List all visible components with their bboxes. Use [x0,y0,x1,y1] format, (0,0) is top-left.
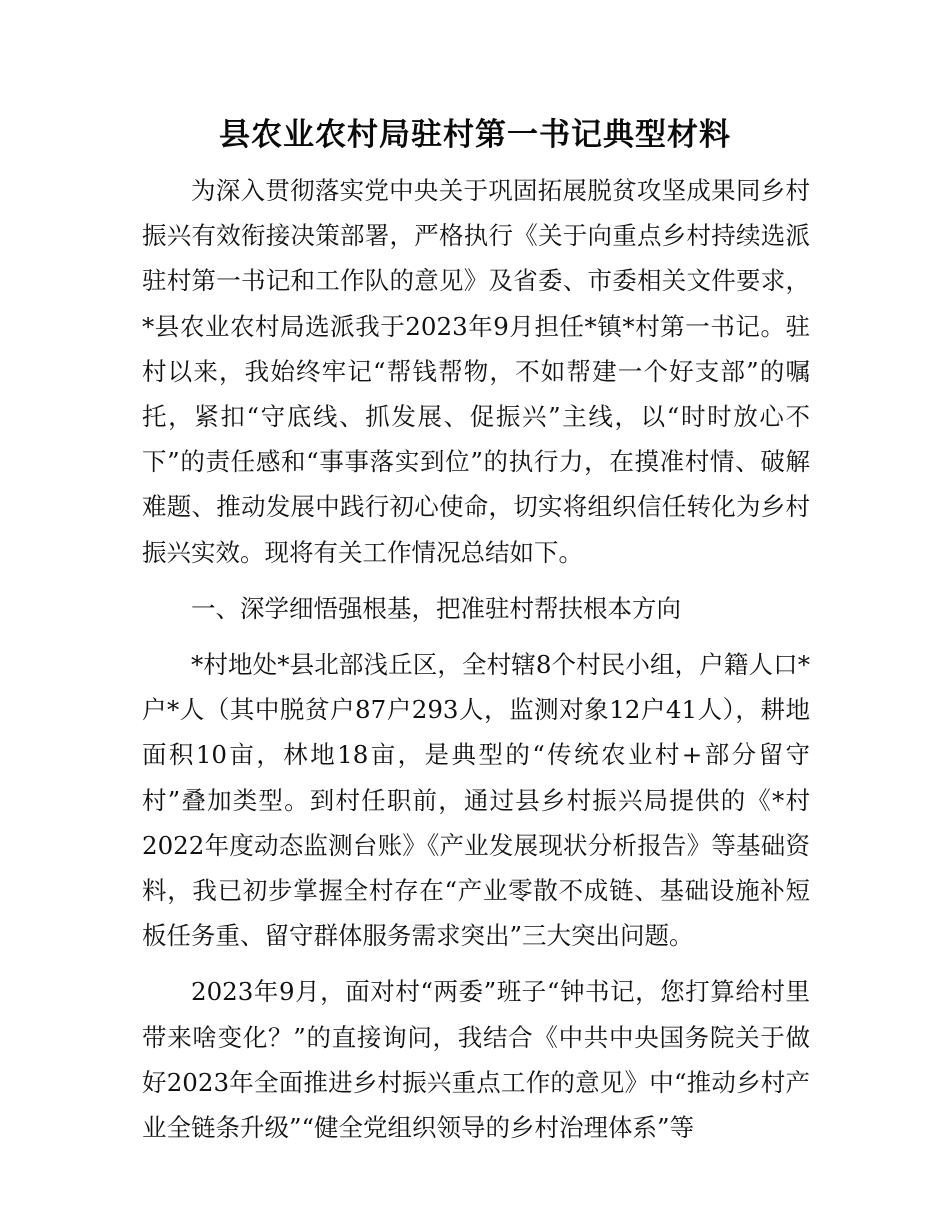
document-body [142,168,810,1150]
section1-paragraph-1: *村地处*县北部浅丘区，全村辖8个村民小组，户籍人口*户*人（其中脱贫户87户293人，监测对象12户41人），耕地面积10亩，林地18亩，是典型的“传统农业村+部分留守村”叠加类型。到村任职前，通过县乡村振兴局提供的《*村2022年度动态监测台账》《产业发展现状分析报告》等基础资料，我已初步掌握全村存在“产业零散不成链、基础设施补短板任务重、留守群体服务需求突出”三大突出问题。 [142,650,810,951]
intro-paragraph: 为深入贯彻落实党中央关于巩固拓展脱贫攻坚成果同乡村振兴有效衔接决策部署，严格执行《关于向重点乡村持续选派驻村第一书记和工作队的意见》及省委、市委相关文件要求，*县农业农村局选派我于2023年9月担任*镇*村第一书记。驻村以来，我始终牢记“帮钱帮物，不如帮建一个好支部”的嘱托，紧扣“守底线、抓发展、促振兴”主线，以“时时放心不下”的责任感和“事事落实到位”的执行力，在摸准村情、破解难题、推动发展中践行初心使命，切实将组织信任转化为乡村振兴实效。现将有关工作情况总结如下。 [142,176,810,567]
section-heading-1: 一、深学细悟强根基，把准驻村帮扶根本方向 [191,593,681,623]
document-title: 县农业农村局驻村第一书记典型材料 [219,117,731,153]
section1-paragraph-2: 2023年9月，面对村“两委”班子“钟书记，您打算给村里带来啥变化？”的直接询问，我结合《中共中央国务院关于做好2023年全面推进乡村振兴重点工作的意见》中“推动乡村产业全链条升级”“健全党组织领导的乡村治理体系”等 [142,977,810,1143]
